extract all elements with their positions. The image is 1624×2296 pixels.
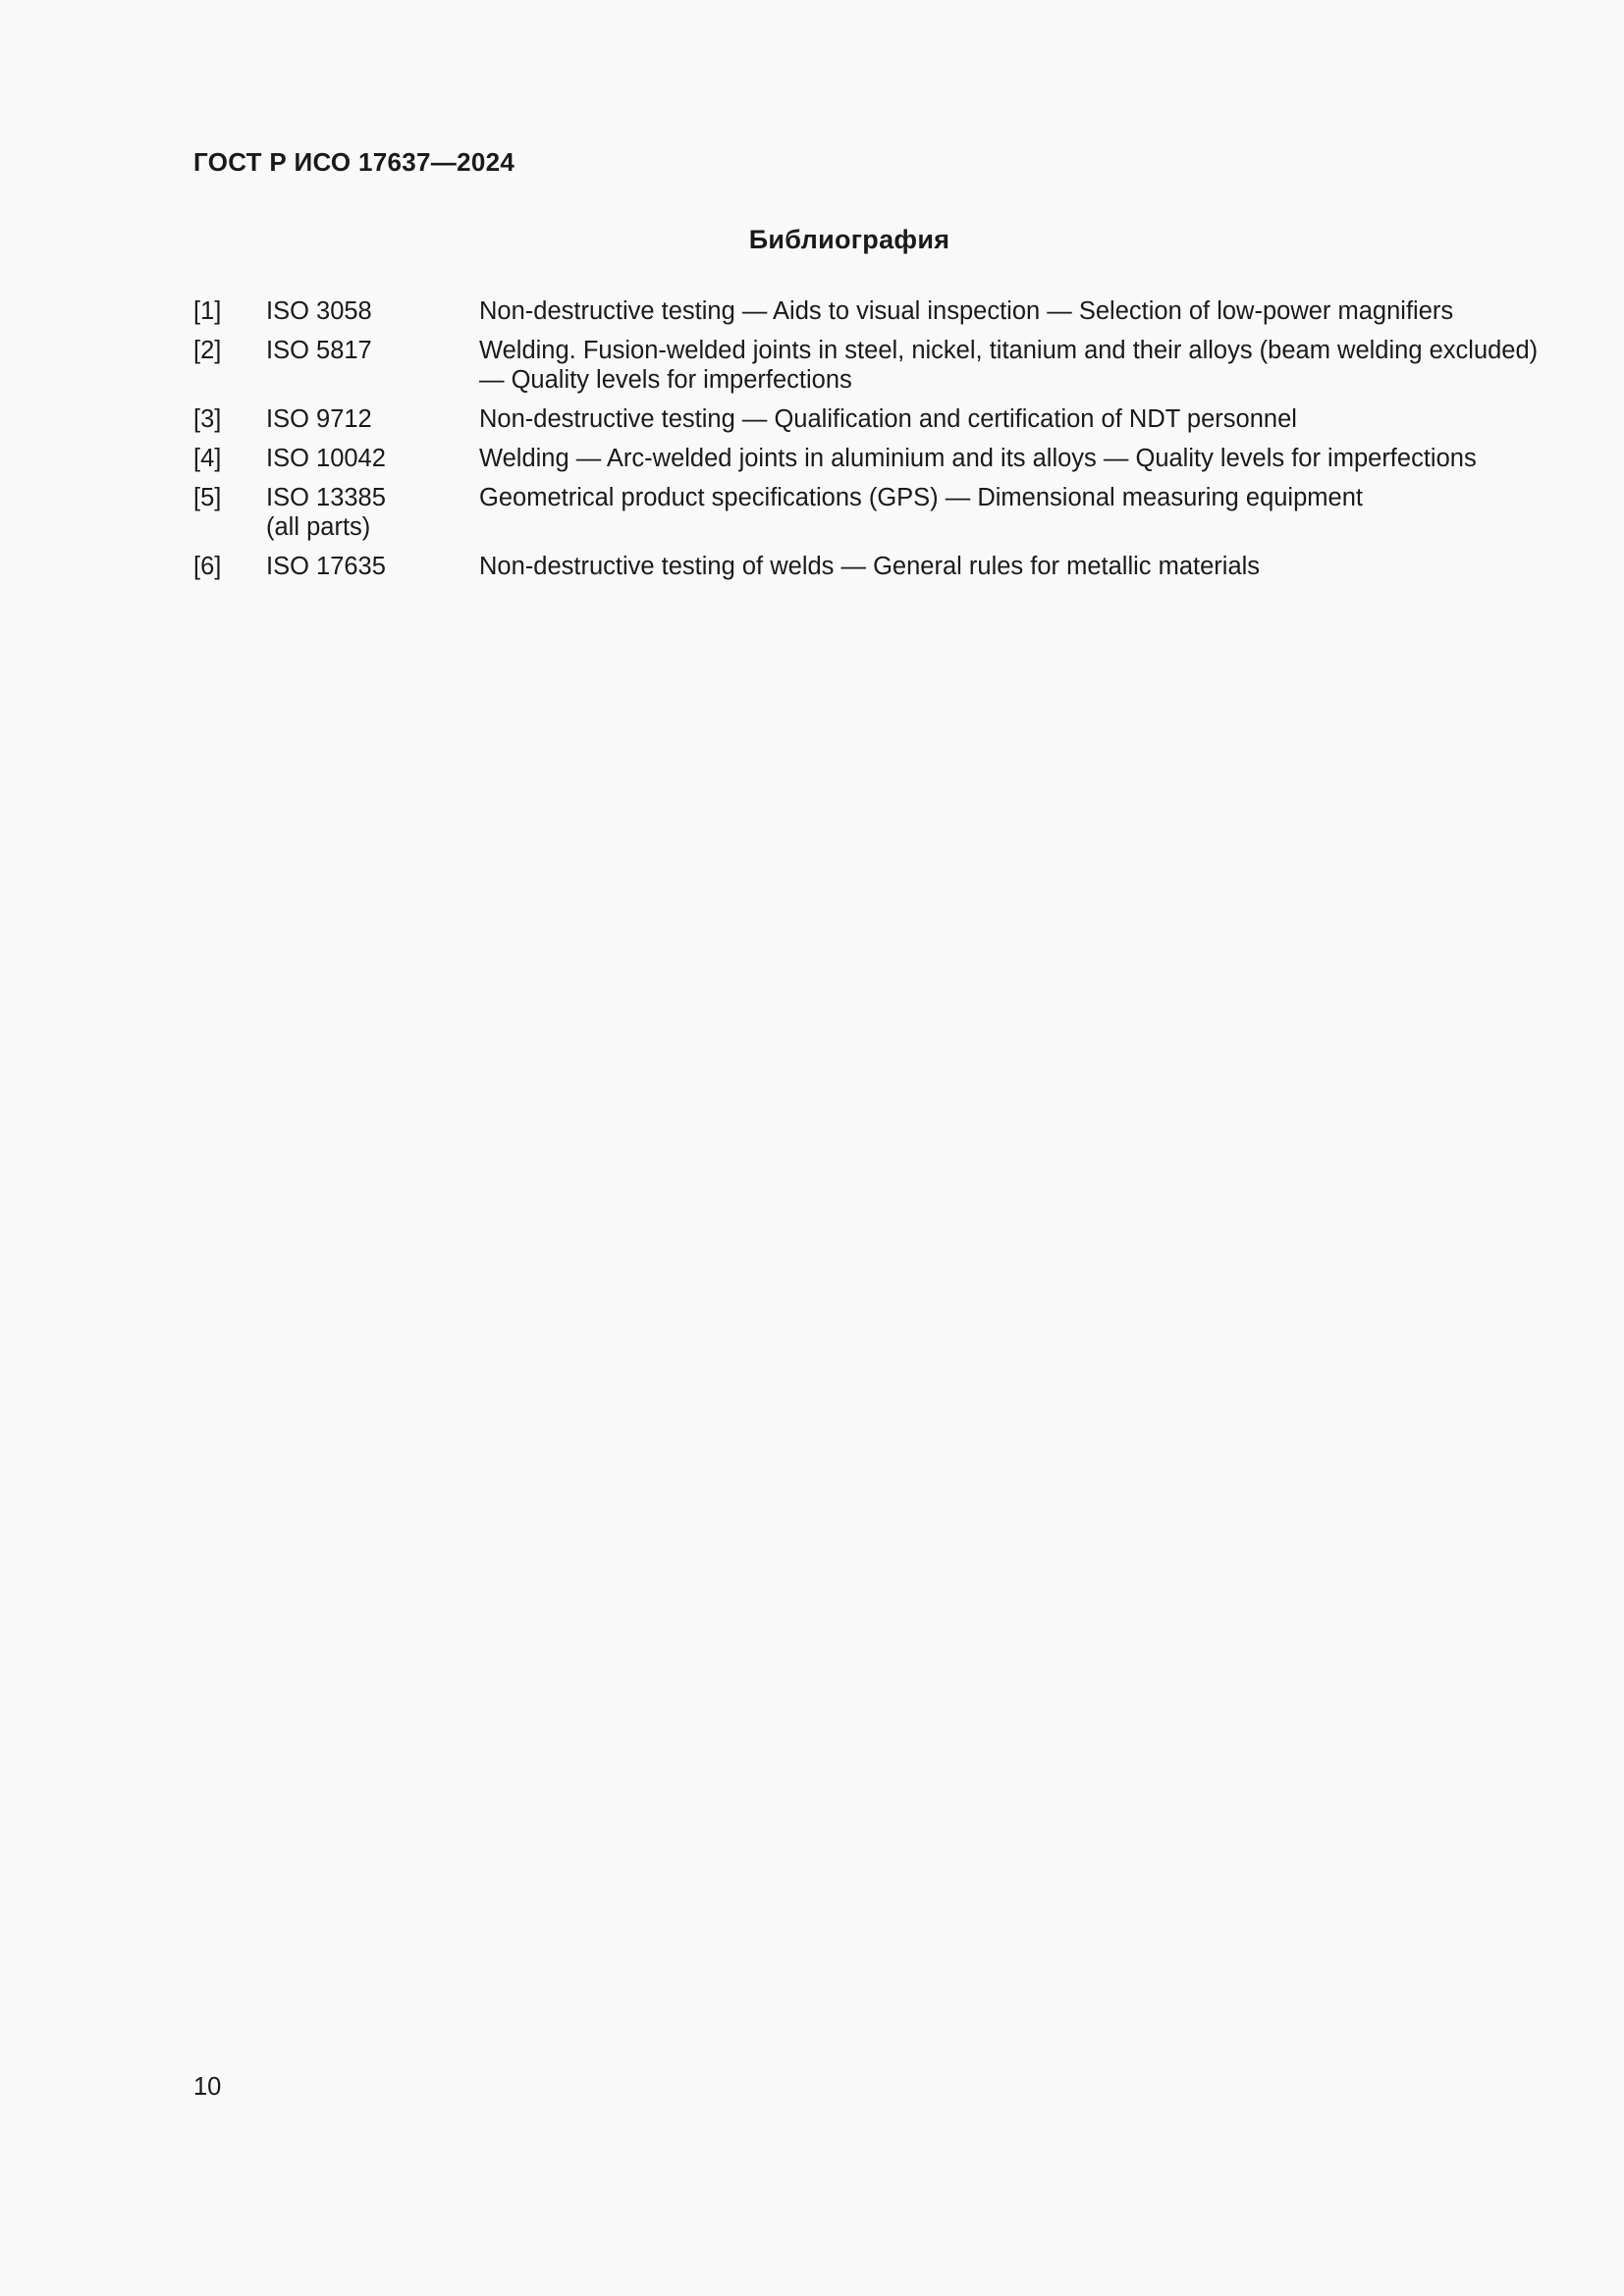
- bibliography-entry: [193, 336, 1548, 395]
- entry-standard-code: ISO 3058: [266, 297, 372, 325]
- entry-standard-code: ISO 13385 (all parts): [266, 484, 386, 541]
- entry-standard-code: ISO 17635: [266, 553, 386, 580]
- entry-standard-code: ISO 10042: [266, 445, 386, 472]
- bibliography-entry: [193, 296, 1548, 326]
- bibliography-entry: [193, 404, 1548, 434]
- entry-number: [5]: [193, 484, 222, 511]
- entry-standard-code: ISO 9712: [266, 405, 372, 433]
- bibliography-entry: [193, 552, 1548, 581]
- entry-number: [1]: [193, 297, 222, 325]
- entry-title: Non-destructive testing — Qualification and certification of NDT personnel: [479, 405, 1297, 433]
- entry-title: Welding. Fusion-welded joints in steel, nickel, titanium and their alloys (beam welding excluded) — Quality levels for imperfections: [479, 337, 1539, 394]
- document-header: ГОСТ Р ИСО 17637—2024: [193, 147, 515, 177]
- entry-title: Geometrical product specifications (GPS) — Dimensional measuring equipment: [479, 484, 1363, 511]
- entry-title: Non-destructive testing of welds — General rules for metallic materials: [479, 553, 1261, 580]
- page-number: 10: [193, 2073, 222, 2101]
- entry-number: [6]: [193, 553, 222, 580]
- entry-number: [4]: [193, 445, 222, 472]
- entry-title: Non-destructive testing — Aids to visual inspection — Selection of low-power magnifiers: [479, 297, 1454, 325]
- entry-number: [3]: [193, 405, 222, 433]
- entry-title: Welding — Arc-welded joints in aluminium and its alloys — Quality levels for imperfections: [479, 445, 1477, 472]
- bibliography-list: [193, 296, 1548, 591]
- bibliography-entry: [193, 483, 1548, 542]
- entry-number: [2]: [193, 337, 222, 364]
- entry-standard-code: ISO 5817: [266, 337, 372, 364]
- section-title: Библиография: [748, 225, 950, 254]
- bibliography-entry: [193, 444, 1548, 473]
